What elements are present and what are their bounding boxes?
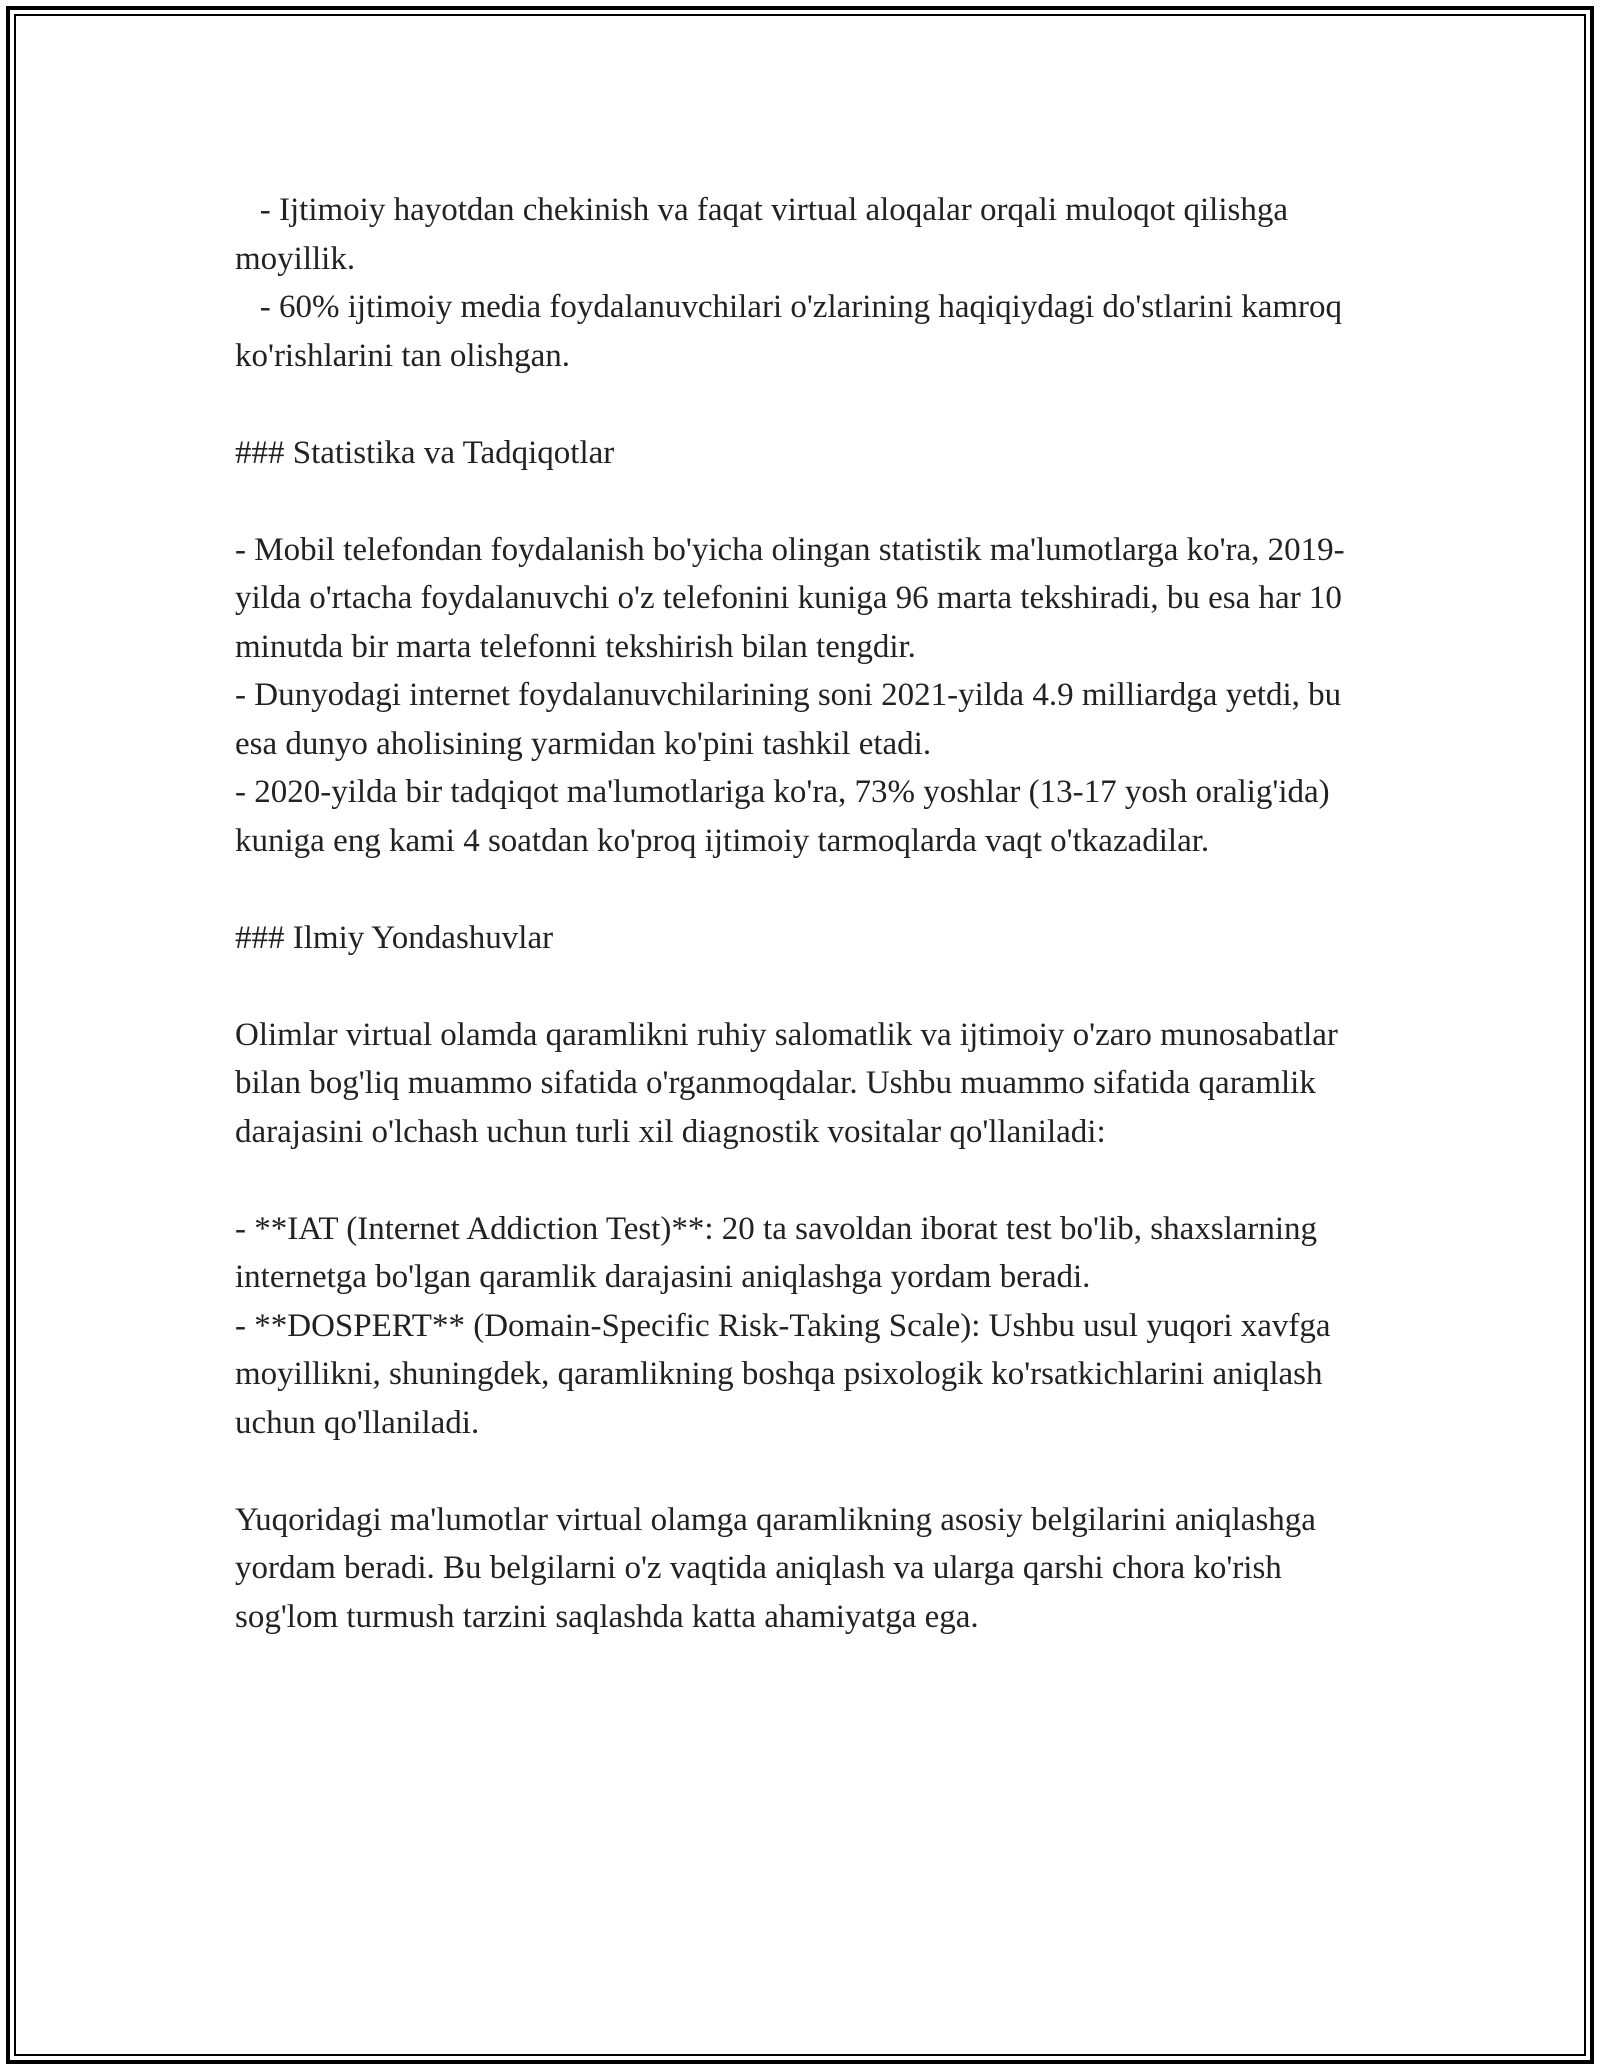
- stat-item-internet-users: - Dunyodagi internet foydalanuvchilarining soni 2021-yilda 4.9 milliardga yetdi, bu esa dunyo aholisining yarmidan ko'pini tashkil etadi.: [235, 677, 1350, 762]
- heading-scientific-approaches: ### Ilmiy Yondashuvlar: [235, 919, 554, 956]
- tool-item-iat: - **IAT (Internet Addiction Test)**: 20 ta savoldan iborat test bo'lib, shaxslarning internetga bo'lgan qaramlik darajasini aniqlashga yordam beradi.: [235, 1210, 1326, 1295]
- bullet-social-media-friends: - 60% ijtimoiy media foydalanuvchilari o'zlarining haqiqiydagi do'stlarini kamroq ko'rishlarini tan olishgan.: [235, 289, 1351, 374]
- conclusion-paragraph: Yuqoridagi ma'lumotlar virtual olamga qaramlikning asosiy belgilarini aniqlashga yordam beradi. Bu belgilarni o'z vaqtida aniqlash va ularga qarshi chora ko'rish sog'lom turmush tarzini saqlashda katta ahamiyatga ega.: [235, 1501, 1325, 1635]
- spacer: [235, 962, 1385, 1011]
- bullet-social-withdrawal: - Ijtimoiy hayotdan chekinish va faqat virtual aloqalar orqali muloqot qilishga moyillik.: [235, 192, 1297, 277]
- stat-item-youth-social-media: - 2020-yilda bir tadqiqot ma'lumotlariga ko'ra, 73% yoshlar (13-17 yosh oralig'ida) kuniga eng kami 4 soatdan ko'proq ijtimoiy tarmoqlarda vaqt o'tkazadilar.: [235, 774, 1338, 859]
- scientific-paragraph: Olimlar virtual olamda qaramlikni ruhiy salomatlik va ijtimoiy o'zaro munosabatlar bilan bog'liq muammo sifatida o'rganmoqdalar. Ushbu muammo sifatida qaramlik darajasini o'lchash uchun turli xil diagnostik vositalar qo'llaniladi:: [235, 1016, 1347, 1150]
- spacer: [235, 380, 1385, 429]
- stat-item-phone-checks: - Mobil telefondan foydalanish bo'yicha olingan statistik ma'lumotlarga ko'ra, 2019-yilda o'rtacha foydalanuvchi o'z telefonini kuniga 96 marta tekshiradi, bu esa har 10 minutda bir marta telefonni tekshirish bilan tengdir.: [235, 531, 1351, 665]
- spacer: [235, 477, 1385, 526]
- spacer: [235, 1156, 1385, 1205]
- tool-item-dospert: - **DOSPERT** (Domain-Specific Risk-Taking Scale): Ushbu usul yuqori xavfga moyillikni, shuningdek, qaramlikning boshqa psixologik ko'rsatkichlarini aniqlash uchun qo'llaniladi.: [235, 1307, 1339, 1441]
- spacer: [235, 865, 1385, 914]
- heading-statistics: ### Statistika va Tadqiqotlar: [235, 434, 615, 471]
- document-body: [235, 186, 1385, 1641]
- spacer: [235, 1447, 1385, 1496]
